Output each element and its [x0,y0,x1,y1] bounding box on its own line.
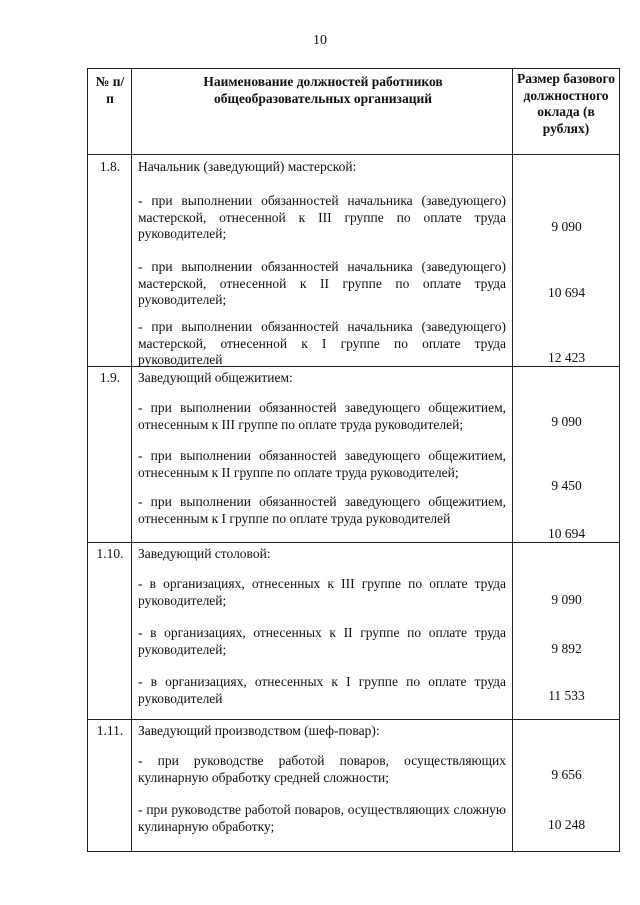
item-value: 12 423 [547,350,586,365]
item-value: 9 656 [551,767,582,782]
item-text: - в организациях, отнесенных к II группе по оплате труда руководителей; [138,625,506,657]
item-text: - при выполнении обязанностей начальника (заведующего) мастерской, отнесенной к II группе по оплате труда руководителей; [138,259,506,307]
item-text: - при руководстве работой поваров, осуществляющих сложную кулинарную обработку; [138,802,506,834]
item-value: 11 533 [548,688,585,703]
item-value: 9 090 [551,219,582,234]
item-text: - при выполнении обязанностей заведующего общежитием, отнесенным к II группе по оплате труда руководителей; [138,448,506,480]
header-num: № п/п [95,74,125,106]
section-title: Начальник (заведующий) мастерской: [138,159,357,174]
item-text: - при выполнении обязанностей начальника (заведующего) мастерской, отнесенной к III группе по оплате труда руководителей; [138,193,506,241]
item-text: - при выполнении обязанностей заведующего общежитием, отнесенным к III группе по оплате труда руководителей; [138,400,506,432]
row-number: 1.11. [96,723,124,738]
section-title: Заведующий общежитием: [138,370,293,385]
header-salary: Размер базового должностного оклада (в рублях) [516,71,616,136]
item-value: 10 694 [547,526,586,541]
row-number: 1.10. [96,546,124,561]
item-value: 9 090 [551,414,582,429]
item-value: 9 892 [551,641,582,656]
salary-table [87,68,620,852]
item-text: - при руководстве работой поваров, осуществляющих кулинарную обработку средней сложности; [138,753,506,785]
item-text: - в организациях, отнесенных к I группе по оплате труда руководителей [138,674,506,706]
item-text: - в организациях, отнесенных к III группе по оплате труда руководителей; [138,576,506,608]
column-divider [131,69,132,851]
item-value: 10 248 [547,817,586,832]
header-divider [88,154,619,155]
row-number: 1.9. [99,370,121,385]
item-text: - при выполнении обязанностей заведующего общежитием, отнесенным к I группе по оплате труда руководителей [138,494,506,526]
row-divider [88,719,619,720]
item-value: 9 090 [551,592,582,607]
section-title: Заведующий производством (шеф-повар): [138,723,380,738]
header-name: Наименование должностей работников общеобразовательных организаций [203,74,443,106]
row-number: 1.8. [99,159,121,174]
item-value: 9 450 [551,478,582,493]
column-divider [512,69,513,851]
page-number: 10 [313,33,327,48]
item-value: 10 694 [547,285,586,300]
section-title: Заведующий столовой: [138,546,271,561]
item-text: - при выполнении обязанностей начальника (заведующего) мастерской, отнесенной к I группе по оплате труда руководителей [138,319,506,367]
